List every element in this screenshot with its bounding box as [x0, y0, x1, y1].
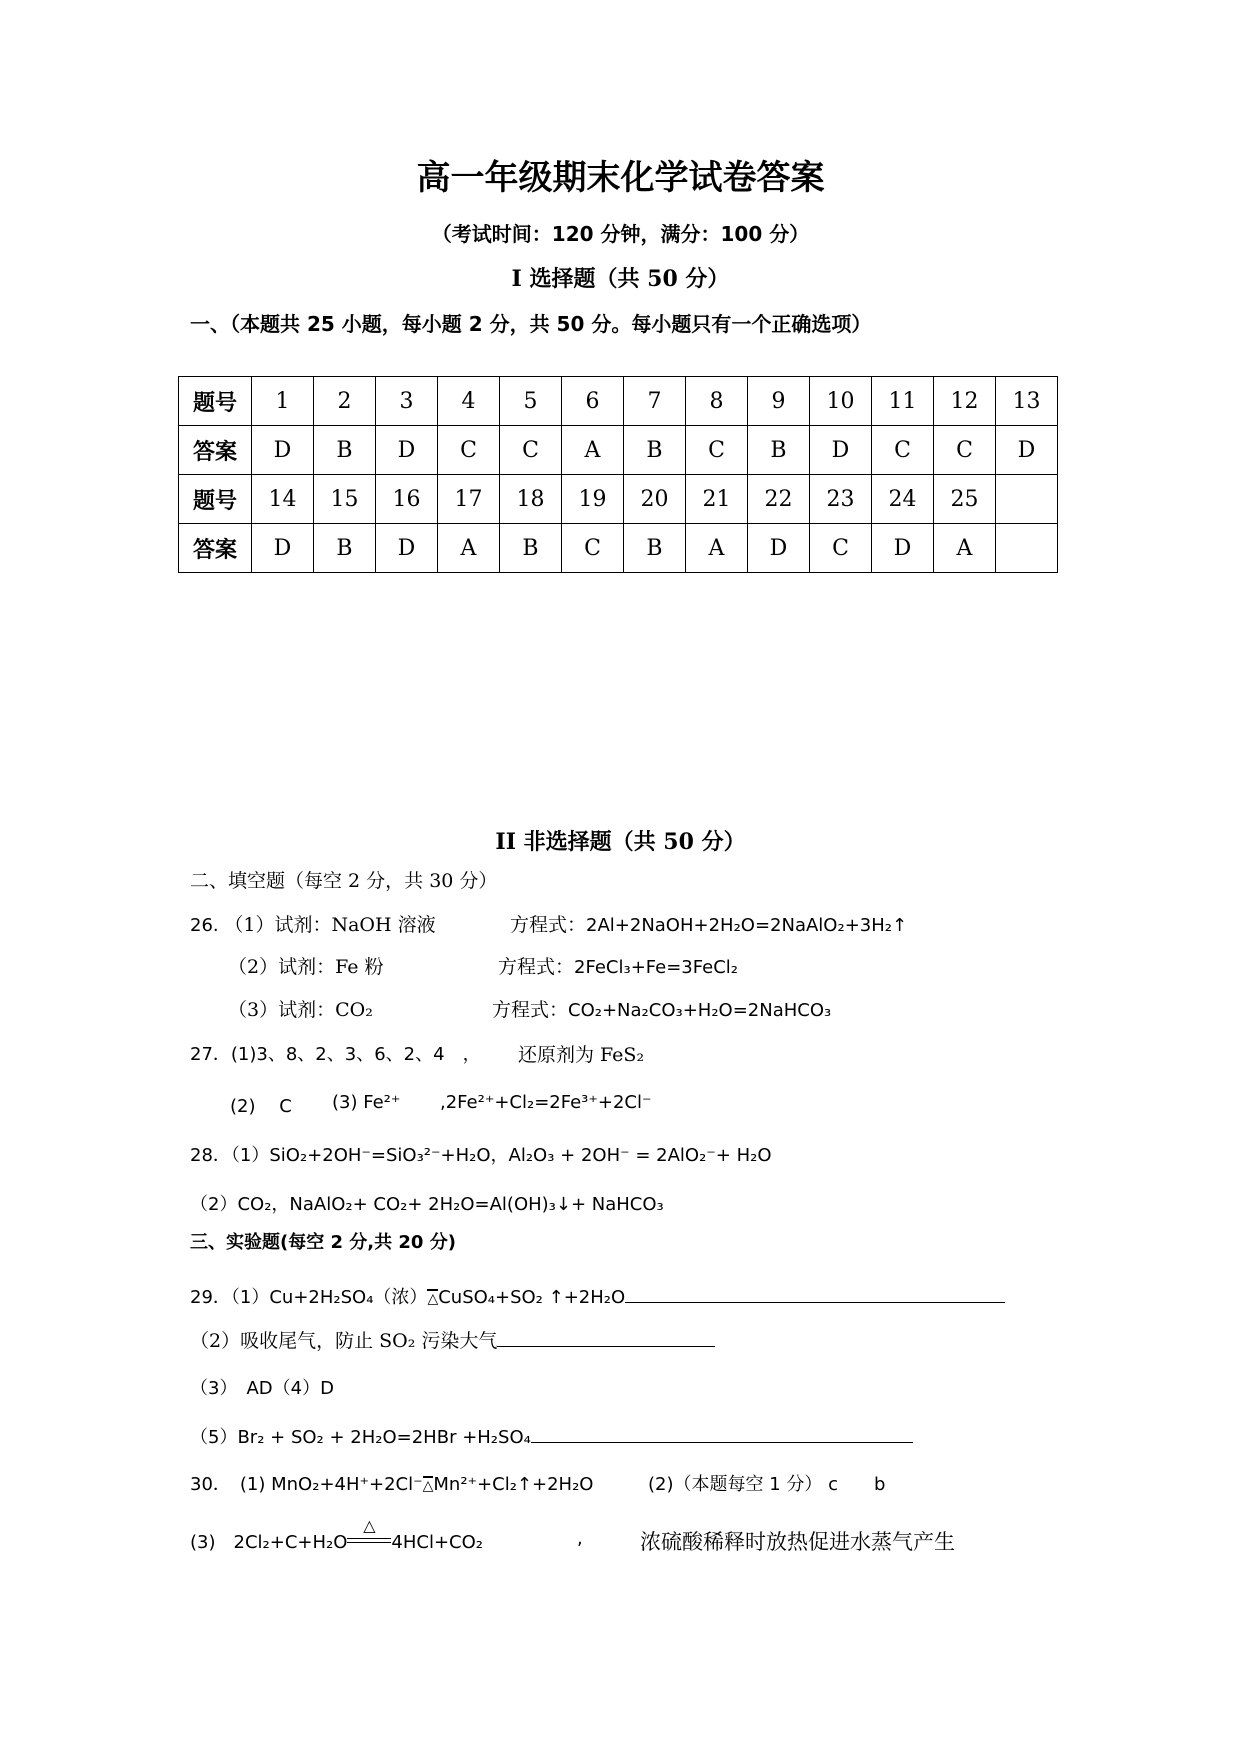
table-cell: 16	[376, 475, 438, 524]
table-cell: C	[810, 524, 872, 573]
q30-part2: (2)（本题每空 1 分） c b	[648, 1474, 886, 1495]
q26-p3-eq: CO₂+Na₂CO₃+H₂O=2NaHCO₃	[568, 1000, 832, 1021]
q30-reactants: 30． (1) MnO₂+4H⁺+2Cl⁻	[190, 1474, 423, 1495]
heat-symbol-icon: △	[422, 1478, 434, 1494]
q29-line4-answer-line	[531, 1422, 913, 1443]
q29-line2-text: （2）吸收尾气，防止 SO₂ 污染大气	[190, 1330, 498, 1352]
table-cell: 24	[872, 475, 934, 524]
q30-part3-products: 4HCl+CO₂	[391, 1532, 483, 1553]
q27-part3: (3) Fe²⁺	[332, 1092, 401, 1113]
table-cell: C	[500, 426, 562, 475]
answer-table	[178, 376, 1058, 573]
table-cell: 6	[562, 377, 624, 426]
table-cell: C	[562, 524, 624, 573]
exam-info: （考试时间：120 分钟，满分：100 分）	[431, 222, 810, 246]
table-cell: B	[314, 426, 376, 475]
q26-p3-eq-wrap	[492, 995, 831, 1022]
q26-line1	[190, 910, 436, 937]
table-cell: D	[996, 426, 1058, 475]
q27-part3-eq: ,2Fe²⁺+Cl₂=2Fe³⁺+2Cl⁻	[440, 1092, 652, 1113]
fill-heading: 二、填空题（每空 2 分，共 30 分）	[190, 870, 498, 892]
table-cell: B	[314, 524, 376, 573]
table-cell: D	[252, 426, 314, 475]
q29-reactants: 29．（1）Cu+2H₂SO₄（浓）	[190, 1287, 428, 1308]
q29-answer-line	[625, 1282, 1005, 1303]
table-cell	[996, 475, 1058, 524]
table-cell: C	[438, 426, 500, 475]
table-cell: D	[748, 524, 810, 573]
q26-p1-eq: 2Al+2NaOH+2H₂O=2NaAlO₂+3H₂↑	[586, 915, 908, 936]
q27-reducing-agent	[518, 1040, 644, 1067]
table-cell: 4	[438, 377, 500, 426]
row-label: 答案	[179, 426, 252, 475]
q30-line2	[190, 1516, 483, 1554]
table-cell: A	[562, 426, 624, 475]
table-cell: 2	[314, 377, 376, 426]
question-number-row	[179, 377, 1058, 426]
q27-line1: 27．(1)3、8、2、3、6、2、4 ，	[190, 1044, 481, 1065]
q28-line1: 28．（1）SiO₂+2OH⁻=SiO₃²⁻+H₂O，Al₂O₃ + 2OH⁻ = 2AlO₂⁻+ H₂O	[190, 1145, 772, 1166]
q29-line4-text: （5）Br₂ + SO₂ + 2H₂O=2HBr +H₂SO₄	[190, 1427, 531, 1448]
row-label: 题号	[179, 377, 252, 426]
q26-p2-eq-wrap	[498, 952, 738, 979]
table-cell: D	[810, 426, 872, 475]
q30-explanation: 浓硫酸稀释时放热促进水蒸气产生	[640, 1530, 955, 1554]
q26-p2-reagent	[228, 952, 384, 979]
q26-p1-reagent: （1）试剂：NaOH 溶液	[224, 914, 436, 936]
table-cell: C	[686, 426, 748, 475]
table-cell: 3	[376, 377, 438, 426]
q30-part3-reactants: (3) 2Cl₂+C+H₂O	[190, 1532, 348, 1553]
page-title: 高一年级期末化学试卷答案	[416, 158, 825, 198]
table-cell: 25	[934, 475, 996, 524]
table-cell: 23	[810, 475, 872, 524]
table-cell: D	[376, 426, 438, 475]
table-cell: 22	[748, 475, 810, 524]
table-cell: A	[686, 524, 748, 573]
table-cell: 13	[996, 377, 1058, 426]
section-2-title: II 非选择题（共 50 分）	[495, 829, 746, 855]
table-cell: C	[934, 426, 996, 475]
q29-line1	[190, 1282, 1005, 1309]
table-cell: A	[438, 524, 500, 573]
exp-heading: 三、实验题(每空 2 分,共 20 分)	[190, 1232, 456, 1253]
q29-products: CuSO₄+SO₂ ↑+2H₂O	[438, 1287, 626, 1308]
q26-p2-eq-label: 方程式：	[498, 956, 575, 978]
table-cell: D	[252, 524, 314, 573]
q26-p3-reagent	[228, 995, 373, 1022]
table-cell: B	[500, 524, 562, 573]
table-cell: 20	[624, 475, 686, 524]
table-cell: 18	[500, 475, 562, 524]
row-label: 题号	[179, 475, 252, 524]
q29-line3: （3） AD（4）D	[190, 1378, 334, 1399]
table-cell: D	[376, 524, 438, 573]
table-cell: 19	[562, 475, 624, 524]
q26-p3-reagent-text: （3）试剂：CO₂	[228, 999, 373, 1021]
table-cell	[996, 524, 1058, 573]
section-1-title: I 选择题（共 50 分）	[511, 266, 730, 292]
answer-row	[179, 524, 1058, 573]
table-cell: C	[872, 426, 934, 475]
table-cell: A	[934, 524, 996, 573]
q29-line2	[190, 1326, 715, 1353]
table-cell: 8	[686, 377, 748, 426]
q26-p2-eq: 2FeCl₃+Fe=3FeCl₂	[574, 957, 738, 978]
q30-products: Mn²⁺+Cl₂↑+2H₂O	[433, 1474, 594, 1495]
table-cell: 11	[872, 377, 934, 426]
q26-p3-eq-label: 方程式：	[492, 999, 569, 1021]
table-cell: 10	[810, 377, 872, 426]
q26-num: 26.	[190, 915, 219, 936]
table-cell: 1	[252, 377, 314, 426]
section-1-heading: 一、（本题共 25 小题，每小题 2 分，共 50 分。每小题只有一个正确选项）	[190, 312, 872, 336]
q28-line2: （2）CO₂，NaAlO₂+ CO₂+ 2H₂O=Al(OH)₃↓+ NaHCO₃	[190, 1194, 664, 1215]
table-cell: 12	[934, 377, 996, 426]
q29-line4	[190, 1422, 913, 1449]
answer-row	[179, 426, 1058, 475]
q26-p1-eq-wrap	[510, 910, 907, 937]
table-cell: D	[872, 524, 934, 573]
q27-part2: (2) C	[230, 1096, 292, 1117]
q30-line1	[190, 1470, 593, 1496]
q27-reducing-agent-text: 还原剂为 FeS₂	[518, 1044, 645, 1066]
table-cell: 7	[624, 377, 686, 426]
table-cell: 15	[314, 475, 376, 524]
row-label: 答案	[179, 524, 252, 573]
table-cell: 5	[500, 377, 562, 426]
q26-p1-eq-label: 方程式：	[510, 914, 587, 936]
table-cell: B	[748, 426, 810, 475]
table-cell: B	[624, 524, 686, 573]
q29-line2-answer-line	[497, 1326, 715, 1347]
table-cell: 14	[252, 475, 314, 524]
q26-p2-reagent-text: （2）试剂：Fe 粉	[228, 956, 384, 978]
table-cell: 9	[748, 377, 810, 426]
heat-symbol-icon: △	[347, 1538, 391, 1548]
table-cell: 21	[686, 475, 748, 524]
table-cell: B	[624, 426, 686, 475]
heat-symbol-icon: △	[427, 1291, 439, 1307]
question-number-row	[179, 475, 1058, 524]
q30-comma: ,	[577, 1528, 583, 1549]
table-cell: 17	[438, 475, 500, 524]
